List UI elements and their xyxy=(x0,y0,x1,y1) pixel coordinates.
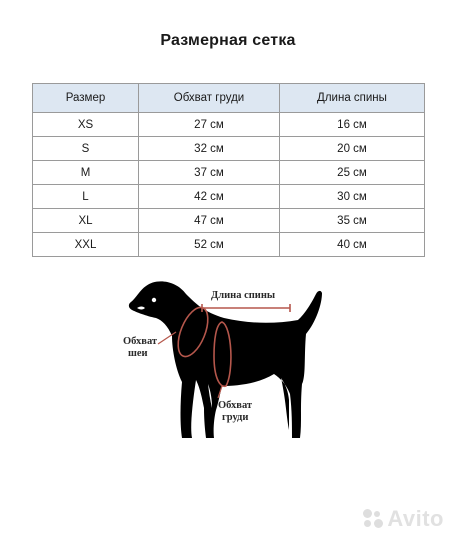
table-row xyxy=(33,233,425,257)
cell-chest: 32 см xyxy=(139,137,280,161)
neck-label-line2: шеи xyxy=(128,348,148,359)
cell-back: 16 см xyxy=(280,113,425,137)
cell-size: M xyxy=(33,161,139,185)
cell-size: L xyxy=(33,185,139,209)
cell-back: 35 см xyxy=(280,209,425,233)
table-row xyxy=(33,185,425,209)
neck-label-line1: Обхват xyxy=(123,336,158,347)
cell-size: XL xyxy=(33,209,139,233)
size-table xyxy=(32,83,425,257)
chest-label-line1: Обхват xyxy=(218,400,253,411)
header-size: Размер xyxy=(33,84,139,113)
watermark xyxy=(363,506,444,532)
table-row xyxy=(33,209,425,233)
page-title: Размерная сетка xyxy=(160,32,296,49)
cell-back: 40 см xyxy=(280,233,425,257)
table-row xyxy=(33,137,425,161)
cell-back: 25 см xyxy=(280,161,425,185)
cell-chest: 42 см xyxy=(139,185,280,209)
table-row xyxy=(33,113,425,137)
cell-size: S xyxy=(33,137,139,161)
watermark-text: Avito xyxy=(387,506,444,531)
table-row xyxy=(33,161,425,185)
dog-diagram xyxy=(0,260,456,540)
chest-label-line2: груди xyxy=(222,412,249,423)
back-length-label: Длина спины xyxy=(211,290,276,301)
cell-chest: 52 см xyxy=(139,233,280,257)
cell-chest: 27 см xyxy=(139,113,280,137)
cell-back: 20 см xyxy=(280,137,425,161)
cell-size: XXL xyxy=(33,233,139,257)
dog-eye xyxy=(152,298,156,302)
back-length-measure xyxy=(202,304,290,312)
cell-size: XS xyxy=(33,113,139,137)
header-chest: Обхват груди xyxy=(139,84,280,113)
cell-chest: 37 см xyxy=(139,161,280,185)
cell-back: 30 см xyxy=(280,185,425,209)
header-back: Длина спины xyxy=(280,84,425,113)
cell-chest: 47 см xyxy=(139,209,280,233)
table-header-row xyxy=(33,84,425,113)
avito-dots-icon xyxy=(363,509,383,529)
